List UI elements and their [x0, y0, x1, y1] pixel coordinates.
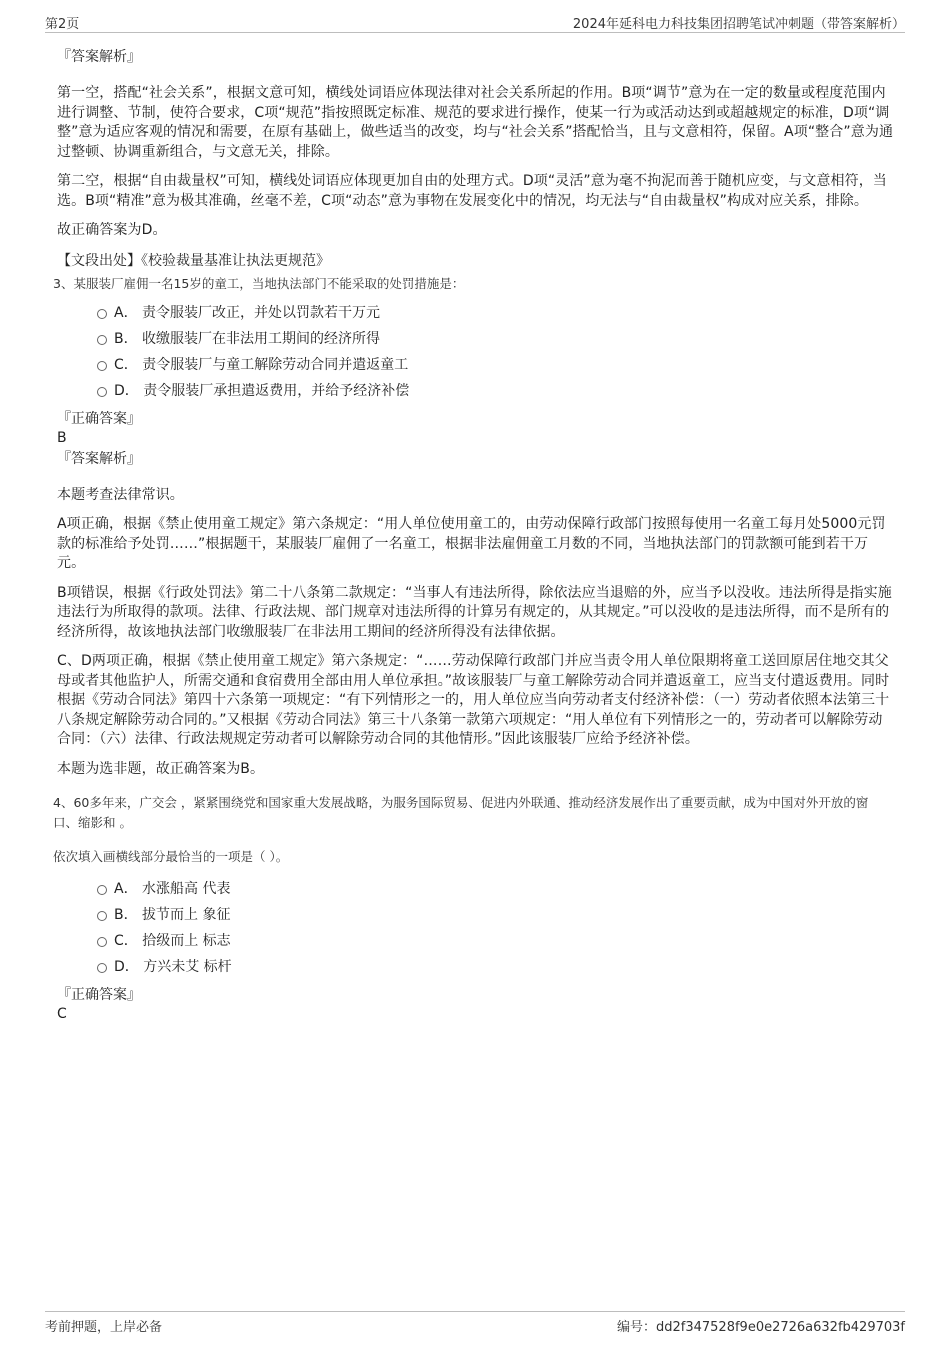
q3-analysis-intro: 本题考查法律常识。 [57, 486, 184, 503]
q4-option-c-text: C． 拾级而上 标志 [114, 933, 231, 949]
q2-analysis-conclusion: 故正确答案为D。 [57, 222, 167, 238]
q4-question: 4、60多年来，广交会 ，紧紧围绕党和国家重大发展战略，为服务国际贸易、促进内外联通、推动经济发展作出了重要贡献，成为中国对外开放的窗口、缩影和 。 [53, 795, 869, 830]
q3-option-b-text: B． 收缴服装厂在非法用工期间的经济所得 [114, 330, 381, 347]
q3-analysis-label: 『答案解析』 [57, 450, 141, 467]
q4-option-b[interactable] [57, 902, 895, 928]
q2-source: 【文段出处】《校验裁量基准让执法更规范》 [57, 252, 330, 269]
q3-question: 3、某服装厂雇佣一名15岁的童工，当地执法部门不能采取的处罚措施是： [53, 275, 465, 291]
q4-option-b-text: B． 拔节而上 象征 [114, 907, 231, 923]
q3-analysis-a: A项正确，根据《禁止使用童工规定》第六条规定：“用人单位使用童工的，由劳动保障行政部门按照每使用一名童工每月处5000元罚款的标准给予处罚……”根据题干，某服装厂雇佣了一名童工，根据非法雇佣童工月数的不同，当地执法部门的罚款额可能到若干万元。 [57, 516, 886, 571]
footer-serial: 编号：dd2f347528f9e0e2726a632fb429703f [617, 1320, 905, 1335]
q3-option-a[interactable] [57, 300, 895, 326]
document-title: 2024年延科电力科技集团招聘笔试冲刺题（带答案解析） [572, 17, 905, 32]
q3-option-b[interactable] [57, 326, 895, 352]
q3-analysis-cd: C、D两项正确，根据《禁止使用童工规定》第六条规定：“……劳动保障行政部门并应当责令用人单位限期将童工送回原居住地交其父母或者其他监护人，所需交通和食宿费用全部由用人单位承担。”故该服装厂与童工解除劳动合同并遣返童工，应当支付遣返费用。同时根据《劳动合同法》第四十六条第一项规定：“有下列情形之一的，用人单位应当向劳动者支付经济补偿：（一）劳动者依照本法第三十八条规定解除劳动合同的。”又根据《劳动合同法》第三十八条第一款第六项规定：“用人单位有下列情形之一的，劳动者可以解除劳动合同：（六）法律、行政法规规定劳动者可以解除劳动合同的其他情形。”因此该服装厂应给予经济补偿。 [57, 653, 890, 747]
page-number: 第2页 [45, 17, 80, 32]
q3-option-c-text: C． 责令服装厂与童工解除劳动合同并遣返童工 [114, 356, 409, 373]
q4-option-d[interactable] [57, 954, 895, 980]
q4-instruction: 依次填入画横线部分最恰当的一项是（ ）。 [53, 849, 289, 864]
radio-icon[interactable] [97, 361, 107, 371]
radio-icon[interactable] [97, 963, 107, 973]
page-content [53, 42, 895, 1024]
radio-icon[interactable] [97, 937, 107, 947]
q2-analysis-para-1: 第一空，搭配“社会关系”，根据文意可知，横线处词语应体现法律对社会关系所起的作用。B项“调节”意为在一定的数量或程度范围内进行调整、节制，使符合要求，C项“规范”指按照既定标准、规范的要求进行操作，使某一行为或活动达到或超越规定的标准，D项“调整”意为适应客观的情况和需要，在原有基础上，做些适当的改变，均与“社会关系”搭配恰当，且与文意相符，保留。A项“整合”意为通过整顿、协调重新组合，与文意无关，排除。 [57, 85, 894, 160]
radio-icon[interactable] [97, 387, 107, 397]
q3-option-d-text: D． 责令服装厂承担遣返费用，并给予经济补偿 [114, 382, 410, 399]
radio-icon[interactable] [97, 335, 107, 345]
q3-analysis-b: B项错误，根据《行政处罚法》第二十八条第二款规定：“当事人有违法所得，除依法应当退赔的外，应当予以没收。违法所得是指实施违法行为所取得的款项。法律、行政法规、部门规章对违法所得的计算另有规定的，从其规定。”可以没收的是违法所得，而不是所有的经济所得，故该地执法部门收缴服装厂在非法用工期间的经济所得没有法律依据。 [57, 584, 892, 640]
radio-icon[interactable] [97, 911, 107, 921]
q3-option-c[interactable] [57, 352, 895, 378]
q3-option-d[interactable] [57, 378, 895, 404]
page-footer [45, 1311, 905, 1337]
q4-option-d-text: D． 方兴未艾 标杆 [114, 959, 232, 975]
q3-correct-answer: B [57, 429, 67, 446]
q3-options [57, 300, 895, 404]
page-header [45, 10, 905, 33]
radio-icon[interactable] [97, 885, 107, 895]
footer-slogan: 考前押题，上岸必备 [45, 1320, 163, 1335]
q4-options [57, 876, 895, 980]
q3-correct-label: 『正确答案』 [57, 410, 141, 427]
q3-option-a-text: A． 责令服装厂改正，并处以罚款若干万元 [114, 304, 381, 321]
q4-correct-answer: C [57, 1006, 67, 1022]
radio-icon[interactable] [97, 309, 107, 319]
q4-option-a[interactable] [57, 876, 895, 902]
q3-analysis-conclusion: 本题为选非题，故正确答案为B。 [57, 760, 265, 777]
q4-option-a-text: A． 水涨船高 代表 [114, 881, 231, 897]
q4-correct-label: 『正确答案』 [57, 987, 141, 1003]
q4-option-c[interactable] [57, 928, 895, 954]
q2-analysis-label: 『答案解析』 [57, 49, 141, 65]
q2-analysis-para-2: 第二空，根据“自由裁量权”可知，横线处词语应体现更加自由的处理方式。D项“灵活”意为毫不拘泥而善于随机应变，与文意相符，当选。B项“精准”意为极其准确，丝毫不差，C项“动态”意为事物在发展变化中的情况，均无法与“自由裁量权”构成对应关系，排除。 [57, 173, 887, 209]
